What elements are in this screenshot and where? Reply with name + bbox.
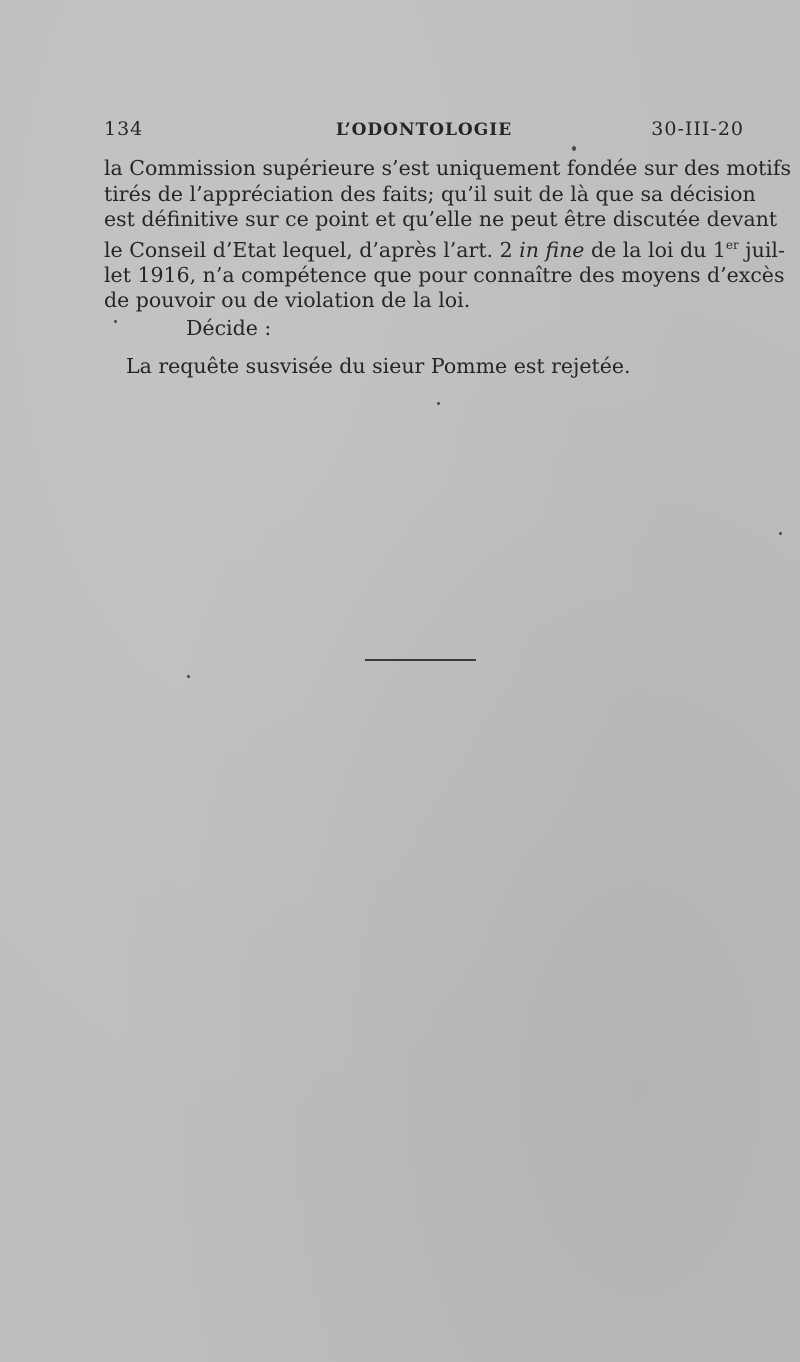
text-line: est définitive sur ce point et qu’elle ne peut être discutée devant — [104, 207, 778, 231]
text-line: de pouvoir ou de violation de la loi. — [104, 288, 471, 313]
superscript: er — [725, 237, 739, 252]
text-segment: juil- — [738, 237, 785, 262]
paper-speck — [114, 320, 117, 323]
paper-speck — [437, 402, 440, 405]
text-line: la Commission supérieure s’est uniquement fondée sur des motifs — [104, 156, 791, 180]
decision-heading: Décide : — [186, 316, 272, 340]
paper-speck — [779, 532, 782, 535]
text-line: tirés de l’appréciation des faits; qu’il suit de là que sa décision — [104, 181, 756, 206]
text-line-composite — [104, 233, 785, 263]
page-number: 134 — [104, 118, 144, 140]
paper-speck — [572, 146, 576, 151]
section-divider — [365, 659, 476, 661]
body-paragraph — [104, 156, 791, 314]
text-segment: le Conseil d’Etat lequel, d’après l’art. 2 — [104, 237, 520, 262]
text-line: let 1916, n’a compétence que pour connaître des moyens d’excès — [104, 262, 785, 287]
journal-title: L’ODONTOLOGIE — [335, 120, 513, 140]
paper-speck — [187, 675, 190, 678]
italic-phrase: in fine — [519, 237, 585, 262]
running-head — [104, 118, 744, 148]
verdict-line: La requête susvisée du sieur Pomme est rejetée. — [126, 354, 631, 378]
text-segment: de la loi du 1 — [584, 237, 726, 262]
issue-date: 30-III-20 — [651, 118, 744, 140]
